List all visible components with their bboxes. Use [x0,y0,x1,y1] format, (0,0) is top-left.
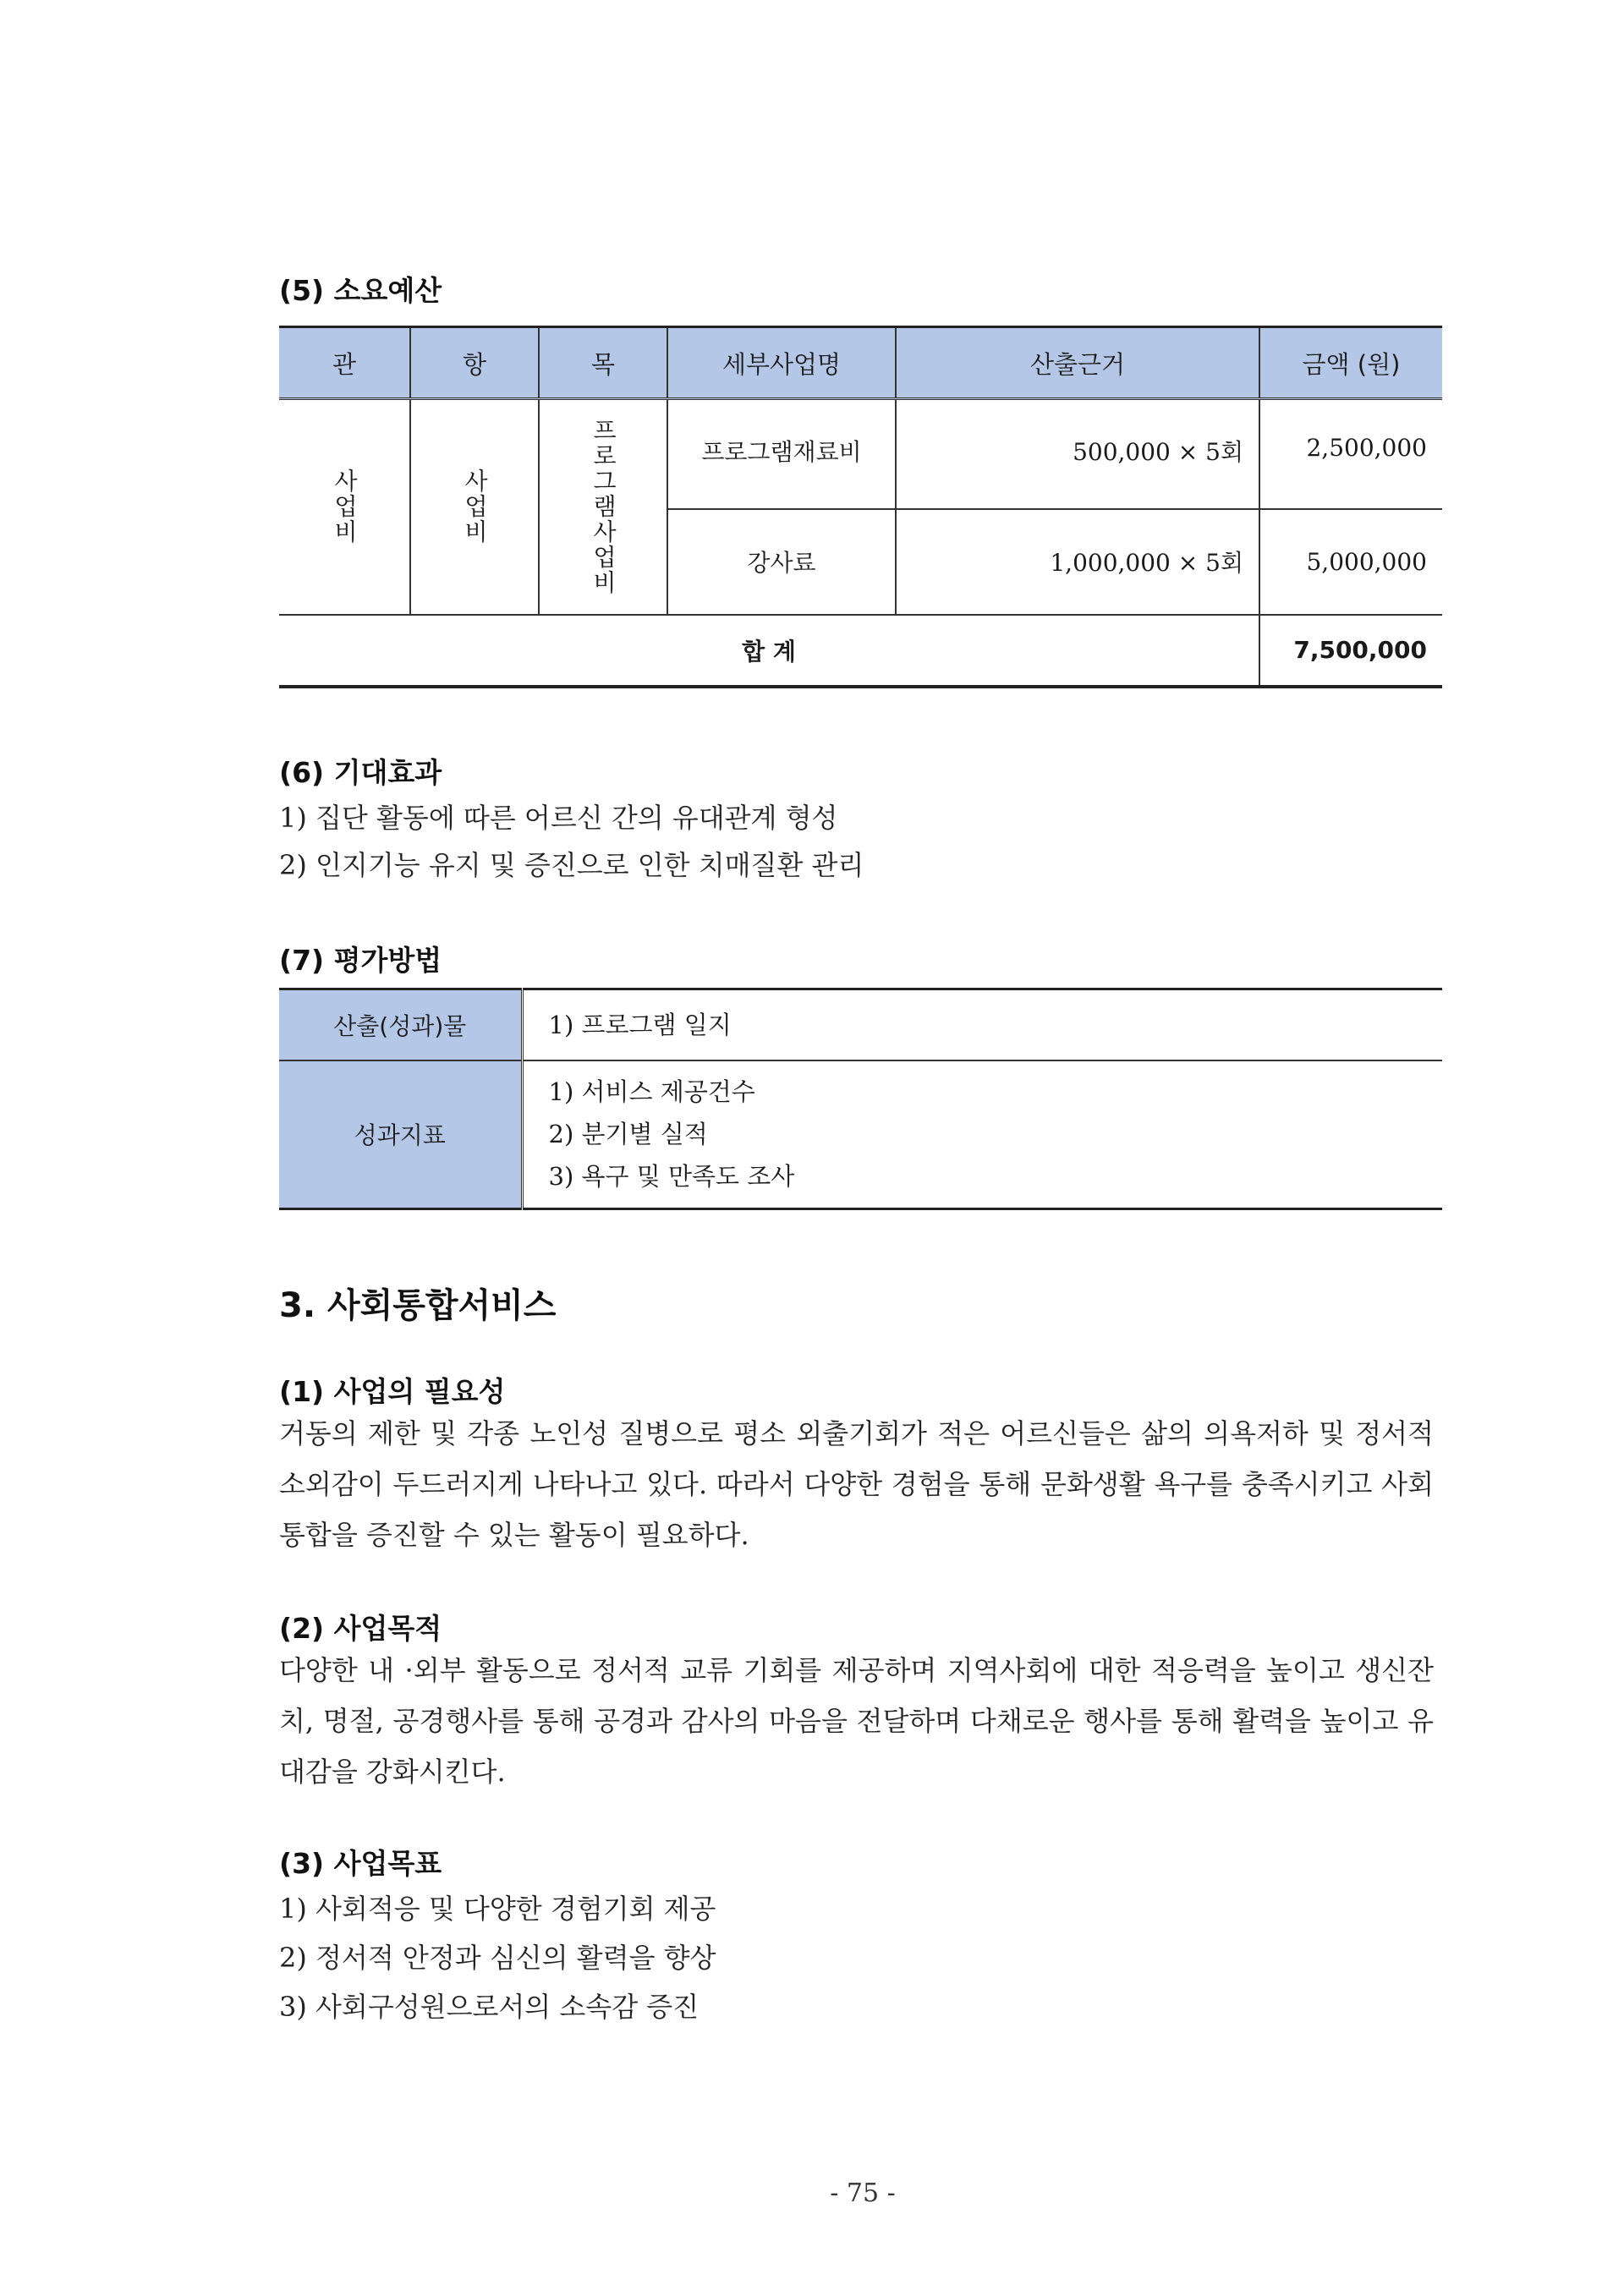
header-mok: 목 [539,327,667,399]
need-paragraph: 거동의 제한 및 각종 노인성 질병으로 평소 외출기회가 적은 어르신들은 삶의 의욕저하 및 정서적 소외감이 두드러지게 나타나고 있다. 따라서 다양한 경험을 통해 문화생활 욕구를 충족시키고 사회통합을 증진할 수 있는 활동이 필요하다. [279,1417,1434,1551]
header-gwan: 관 [279,327,410,399]
hang-cell [410,399,539,615]
gwan-text: 사업비 [331,469,359,545]
evaluation-row [279,1060,1442,1209]
output-value [522,989,1442,1060]
purpose-paragraph: 다양한 내 ·외부 활동으로 정서적 교류 기회를 제공하며 지역사회에 대한 적응력을 높이고 생신잔치, 명절, 공경행사를 통해 공경과 감사의 마음을 전달하며 다채로운 행사를 통해 활력을 높이고 유대감을 강화시킨다. [279,1654,1434,1788]
program-name-cell: 강사료 [667,509,896,615]
total-amount: 7,500,000 [1259,615,1442,687]
effect-item: 2) 인지기능 유지 및 증진으로 인한 치매질환 관리 [279,849,864,881]
header-basis: 산출근거 [896,327,1259,399]
budget-total-row [279,615,1442,687]
indicator-item: 3) 욕구 및 만족도 조사 [548,1162,795,1192]
budget-header-row [279,327,1442,399]
section-3-title: 3. 사회통합서비스 [279,1286,557,1325]
program-name-cell: 프로그램재료비 [667,399,896,509]
hang-text: 사업비 [461,469,489,545]
output-label: 산출(성과)물 [279,989,522,1060]
effect-item: 1) 집단 활동에 따른 어르신 간의 유대관계 형성 [279,802,838,834]
indicator-item: 2) 분기별 실적 [548,1120,708,1149]
basis-cell: 1,000,000 × 5회 [896,509,1259,615]
goal-item: 3) 사회구성원으로서의 소속감 증진 [279,1991,700,2023]
total-label: 합 계 [279,615,1259,687]
amount-cell: 5,000,000 [1259,509,1442,615]
budget-row [279,399,1442,509]
gwan-cell [279,399,410,615]
evaluation-row [279,989,1442,1060]
budget-section-title: (5) 소요예산 [279,274,442,307]
evaluation-section-title: (7) 평가방법 [279,944,442,977]
mok-text: 프로그램사업비 [590,418,617,596]
indicator-item: 1) 서비스 제공건수 [548,1077,755,1107]
purpose-title: (2) 사업목적 [279,1612,442,1645]
output-item: 1) 프로그램 일지 [548,1010,732,1039]
need-title: (1) 사업의 필요성 [279,1375,506,1408]
header-amount: 금액 (원) [1259,327,1442,399]
header-hang: 항 [410,327,539,399]
goal-title: (3) 사업목표 [279,1847,442,1880]
budget-table [279,326,1442,688]
mok-cell [539,399,667,615]
indicator-value [522,1060,1442,1209]
page-number: - 75 - [830,2178,896,2208]
goal-item: 1) 사회적응 및 다양한 경험기회 제공 [279,1893,716,1925]
amount-cell: 2,500,000 [1259,399,1442,509]
evaluation-table [279,988,1442,1210]
basis-cell: 500,000 × 5회 [896,399,1259,509]
indicator-label: 성과지표 [279,1060,522,1209]
effects-section-title: (6) 기대효과 [279,756,442,789]
goal-item: 2) 정서적 안정과 심신의 활력을 향상 [279,1942,716,1974]
header-program-name: 세부사업명 [667,327,896,399]
